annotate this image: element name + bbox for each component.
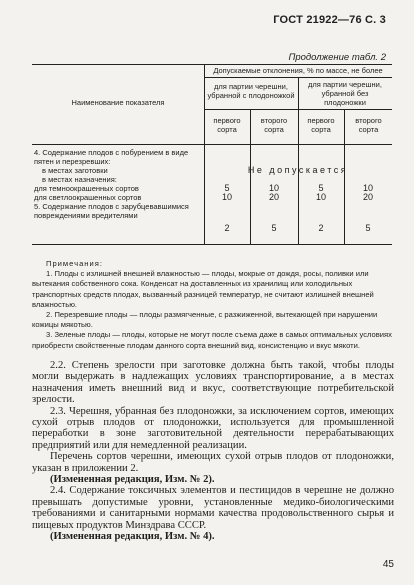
table-cell: 10 bbox=[221, 192, 232, 202]
paragraph-variety-list: Перечень сортов черешни, имеющих сухой отрыв плодов от плодоножки, указан в приложении 2. bbox=[32, 451, 394, 474]
table-notes bbox=[32, 259, 394, 351]
amendment-note: (Измененная редакция, Изм. № 4). bbox=[50, 531, 215, 543]
table-cell: 10 bbox=[268, 183, 279, 193]
page-number: 45 bbox=[382, 559, 394, 570]
table-cell: 20 bbox=[362, 192, 373, 202]
note-2: 2. Перезревшие плоды — плоды размягченные, с разжиженной, вытекающей при нарушении кожицы мякотью. bbox=[32, 310, 378, 330]
table-header-rule bbox=[32, 144, 392, 145]
col-header-main: Наименование показателя bbox=[71, 98, 165, 107]
col-divider bbox=[298, 77, 299, 244]
paragraph-2-3: 2.3. Черешня, убранная без плодоножки, за исключением сортов, имеющих сухой отрыв плодов от плодоножки, используется для промышленной переработки в зоне заготовительной деятельности перерабатывающих предприятий или для немедленной реализации. bbox=[32, 405, 394, 451]
row4-sub-label: в местах заготовки bbox=[42, 166, 108, 175]
col-divider bbox=[344, 109, 345, 244]
col-divider bbox=[250, 109, 251, 244]
table-cell: 10 bbox=[362, 183, 373, 193]
row4-label: 4. Содержание плодов с побурением в виде пятен и перезревших: bbox=[34, 148, 189, 166]
table-bottom-rule bbox=[32, 244, 392, 245]
col-subheader-without-stem: для партии черешни, убранной без плодоножки bbox=[308, 80, 382, 107]
table-cell: 2 bbox=[318, 223, 324, 233]
table-cell: 2 bbox=[224, 223, 230, 233]
table-cell: 5 bbox=[318, 183, 324, 193]
note-1: 1. Плоды с излишней внешней влажностью — плоды, мокрые от дождя, росы, поливки или вытекания собственного сока. Конденсат на доставленных из хранилищ или холодильных транспортных средств плодах, вызванный разницей температур, не считают излишней внешней влажностью. bbox=[32, 269, 374, 309]
main-text bbox=[32, 360, 394, 543]
col-header-group: Допускаемые отклонения, % по массе, не более bbox=[213, 66, 383, 75]
table-cell: 5 bbox=[271, 223, 277, 233]
grade-header: первого сорта bbox=[307, 116, 335, 134]
grade-header: второго сорта bbox=[260, 116, 288, 134]
grade-header: первого сорта bbox=[213, 116, 241, 134]
table-cell: 5 bbox=[224, 183, 230, 193]
col-subheader-with-stem: для партии черешни, убранной с плодоножкой bbox=[207, 82, 295, 100]
not-allowed-value: Не допускается bbox=[247, 165, 349, 175]
row4-dark-label: для темноокрашенных сортов bbox=[34, 184, 139, 193]
col-divider bbox=[204, 64, 205, 244]
note-3: 3. Зеленые плоды — плоды, которые не могут после съема даже в самых оптимальных условиях приобрести свойственные плодам данного сорта внешний вид, консистенцию и вкус мякоти. bbox=[32, 330, 392, 350]
table-cell: 10 bbox=[315, 192, 326, 202]
table-continuation: Продолжение табл. 2 bbox=[288, 52, 386, 63]
standard-code: ГОСТ 21922—76 С. 3 bbox=[273, 14, 386, 26]
paragraph-2-2: 2.2. Степень зрелости при заготовке должна быть такой, чтобы плоды могли выдержать в надлежащих условиях транспортирование, а в местах назначения иметь внешний вид и вкус, соответствующие потребительской зрелости. bbox=[32, 360, 394, 406]
paragraph-2-4: 2.4. Содержание токсичных элементов и пестицидов в черешне не должно превышать допустимые уровни, установленные медико-биологическими требованиями и санитарными нормами качества продовольственного сырья и пищевых продуктов Минздрава СССР. bbox=[32, 485, 394, 531]
grade-header: второго сорта bbox=[355, 116, 382, 134]
row5-label: 5. Содержание плодов с зарубцевавшимися повреждениями вредителями bbox=[34, 202, 189, 220]
table-top-rule bbox=[32, 64, 392, 65]
amendment-note: (Измененная редакция, Изм. № 2). bbox=[50, 474, 215, 486]
row4-light-label: для светлоокрашенных сортов bbox=[34, 193, 142, 202]
notes-title: Примечания: bbox=[46, 259, 103, 268]
table-cell: 20 bbox=[268, 192, 279, 202]
table-cell: 5 bbox=[365, 223, 371, 233]
row4-sub-label: в местах назначения: bbox=[42, 175, 117, 184]
